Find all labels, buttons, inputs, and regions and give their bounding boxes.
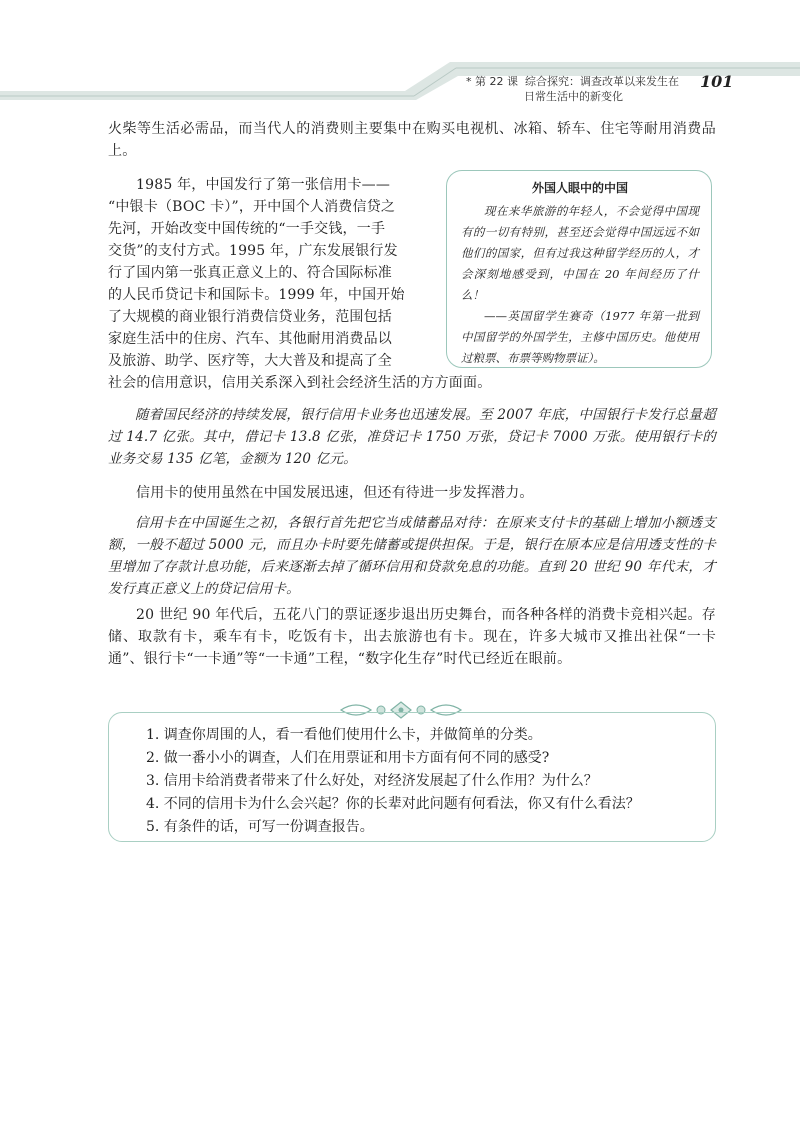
paragraph-intro: 火柴等生活必需品，而当代人的消费则主要集中在购买电视机、冰箱、轿车、住宅等耐用消费品上。	[108, 121, 716, 159]
lesson-title-line1: 综合探究：调查改革以来发生在	[525, 75, 679, 88]
paragraph-early-credit-cards: 信用卡在中国诞生之初，各银行首先把它当成储蓄品对待：在原来支付卡的基础上增加小额透支额，一般不超过 5000 元，而且办卡时要先储蓄或提供担保。于是，银行在原本应是信用透支性的卡里增加了存款计息功能，后来逐渐去掉了循环信用和贷款免息的功能。直到 20 世纪 90 年代末，才发行真正意义上的贷记信用卡。	[108, 515, 716, 597]
sidebar-title: 外国人眼中的中国	[531, 181, 628, 195]
p1-line: 1985 年，中国发行了第一张信用卡——	[136, 177, 391, 193]
activity-item: 4. 不同的信用卡为什么会兴起？你的长辈对此问题有何看法，你又有什么看法？	[146, 796, 640, 812]
p1-line: 及旅游、助学、医疗等，大大普及和提高了全	[108, 353, 392, 369]
paragraph-credit-card-history-end: 社会的信用意识，信用关系深入到社会经济生活的方方面面。	[108, 375, 492, 391]
sidebar-quote: 现在来华旅游的年轻人，不会觉得中国现有的一切有特别，甚至还会觉得中国远远不如他们的国家，但有过我这种留学经历的人，才会深刻地感受到，中国在 20 年间经历了什么！	[461, 204, 699, 302]
lesson-label: * 第 22 课	[466, 75, 518, 88]
paragraph-one-card-era: 20 世纪 90 年代后，五花八门的票证逐步退出历史舞台，而各种各样的消费卡竞相兴起。存储、取款有卡，乘车有卡，吃饭有卡，出去旅游也有卡。现在，许多大城市又推出社保“一卡通”、银行卡“一卡通”等“一卡通”工程，“数字化生存”时代已经近在眼前。	[108, 607, 716, 667]
activity-item: 2. 做一番小小的调查，人们在用票证和用卡方面有何不同的感受?	[146, 750, 550, 766]
sidebar-box	[446, 170, 712, 368]
p1-line: 家庭生活中的住房、汽车、其他耐用消费品以	[108, 331, 392, 347]
p1-line: 先河，开始改变中国传统的“一手交钱，一手	[108, 221, 386, 237]
activity-item: 3. 信用卡给消费者带来了什么好处，对经济发展起了什么作用？为什么？	[146, 773, 598, 789]
paragraph-card-statistics: 随着国民经济的持续发展，银行信用卡业务也迅速发展。至 2007 年底，中国银行卡发行总量超过 14.7 亿张。其中，借记卡 13.8 亿张，准贷记卡 1750 万张，贷记卡 7000 万张。使用银行卡的业务交易 135 亿笔，金额为 120 亿元。	[108, 407, 716, 467]
page-number: 101	[700, 72, 734, 91]
activity-list	[146, 724, 640, 839]
paragraph-potential: 信用卡的使用虽然在中国发展迅速，但还有待进一步发挥潜力。	[136, 485, 534, 501]
paragraph-credit-card-history	[108, 174, 438, 372]
p1-line: 的人民币贷记卡和国际卡。1999 年，中国开始	[108, 287, 405, 303]
p1-line: 了大规模的商业银行消费信贷业务，范围包括	[108, 309, 392, 325]
p1-line: 交货”的支付方式。1995 年，广东发展银行发	[108, 243, 398, 259]
activity-item: 5. 有条件的话，可写一份调查报告。	[146, 819, 374, 835]
lesson-title-line2: 日常生活中的新变化	[524, 90, 623, 103]
running-header	[466, 74, 696, 104]
p1-line: “中银卡（BOC 卡）”，开中国个人消费信贷之	[108, 199, 396, 215]
p1-line: 行了国内第一张真正意义上的、符合国际标准	[108, 265, 392, 281]
sidebar-source: ——英国留学生赛奇（1977 年第一批到中国留学的外国学生，主修中国历史。他使用过粮票、布票等购物票证）。	[461, 309, 699, 365]
activity-item: 1. 调查你周围的人，看一看他们使用什么卡，并做简单的分类。	[146, 727, 542, 743]
